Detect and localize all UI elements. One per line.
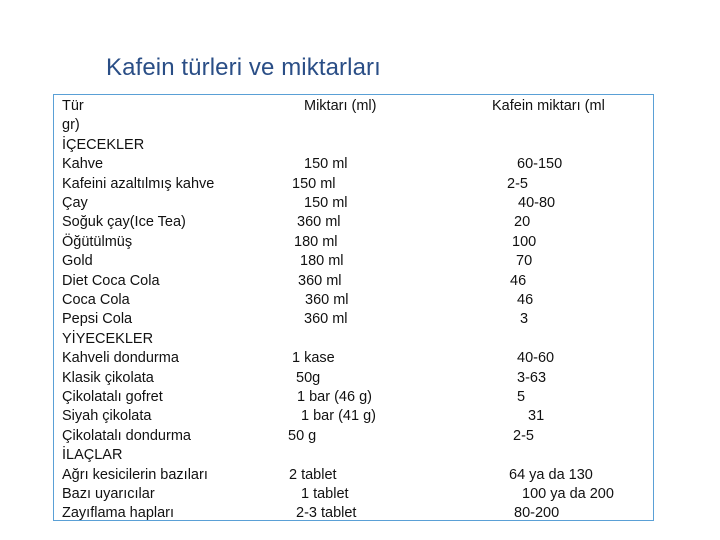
row-type: Pepsi Cola (62, 311, 133, 328)
row-amount: 180 ml (294, 233, 338, 250)
header-caffeine: Kafein miktarı (ml (492, 98, 605, 114)
row-caffeine: 80-200 (514, 505, 560, 522)
row-type: Kahveli dondurma (62, 350, 179, 367)
row-caffeine: 3-63 (517, 369, 547, 386)
row-type: Çikolatalı dondurma (62, 427, 191, 444)
row-amount: 50 g (288, 427, 317, 444)
row-type: Ağrı kesicilerin bazıları (62, 466, 208, 483)
section-heading: İLAÇLAR (62, 447, 123, 464)
row-caffeine: 60-150 (517, 156, 563, 173)
row-type: Çikolatalı gofret (62, 389, 163, 405)
header-type-cont: gr) (62, 117, 80, 134)
row-amount: 1 bar (46 g) (297, 389, 372, 405)
row-caffeine: 100 ya da 200 (522, 486, 614, 502)
row-amount: 2 tablet (289, 466, 337, 483)
row-type: Çay (62, 195, 88, 211)
row-caffeine: 46 (510, 272, 527, 289)
row-amount: 1 tablet (301, 486, 349, 502)
row-amount: 360 ml (297, 214, 341, 231)
section-heading: YİYECEKLER (62, 330, 154, 347)
section-heading: İÇECEKLER (62, 136, 145, 153)
row-type: Kahve (62, 156, 104, 173)
header-amount: Miktarı (ml) (304, 98, 377, 114)
row-amount: 180 ml (300, 253, 344, 270)
row-amount: 2-3 tablet (296, 505, 357, 522)
row-caffeine: 31 (528, 408, 545, 425)
row-amount: 150 ml (292, 175, 336, 192)
row-caffeine: 64 ya da 130 (509, 466, 593, 483)
row-caffeine: 20 (514, 214, 531, 231)
row-type: Zayıflama hapları (62, 505, 175, 522)
row-amount: 150 ml (304, 195, 348, 211)
row-caffeine: 70 (516, 253, 533, 270)
row-caffeine: 2-5 (507, 175, 528, 192)
row-type: Diet Coca Cola (62, 272, 160, 289)
row-amount: 360 ml (304, 311, 348, 328)
row-type: Bazı uyarıcılar (62, 486, 155, 502)
header-type: Tür (62, 98, 84, 114)
row-amount: 50g (296, 369, 321, 386)
row-caffeine: 5 (517, 389, 526, 405)
row-caffeine: 40-60 (517, 350, 555, 367)
row-type: Coca Cola (62, 292, 130, 308)
row-amount: 360 ml (305, 292, 349, 308)
row-caffeine: 40-80 (518, 195, 556, 211)
row-type: Siyah çikolata (62, 408, 152, 425)
row-caffeine: 3 (520, 311, 529, 328)
slide-title: Kafein türleri ve miktarları (106, 54, 381, 81)
row-amount: 1 kase (292, 350, 335, 367)
row-amount: 360 ml (298, 272, 342, 289)
caffeine-table (53, 94, 654, 521)
row-type: Kafeini azaltılmış kahve (62, 175, 215, 192)
row-amount: 150 ml (304, 156, 348, 173)
row-caffeine: 46 (517, 292, 534, 308)
row-caffeine: 2-5 (513, 427, 534, 444)
row-amount: 1 bar (41 g) (301, 408, 376, 425)
row-type: Öğütülmüş (62, 233, 133, 250)
row-type: Soğuk çay(Ice Tea) (62, 214, 186, 231)
row-type: Klasik çikolata (62, 369, 154, 386)
row-type: Gold (62, 253, 93, 270)
row-caffeine: 100 (512, 233, 537, 250)
